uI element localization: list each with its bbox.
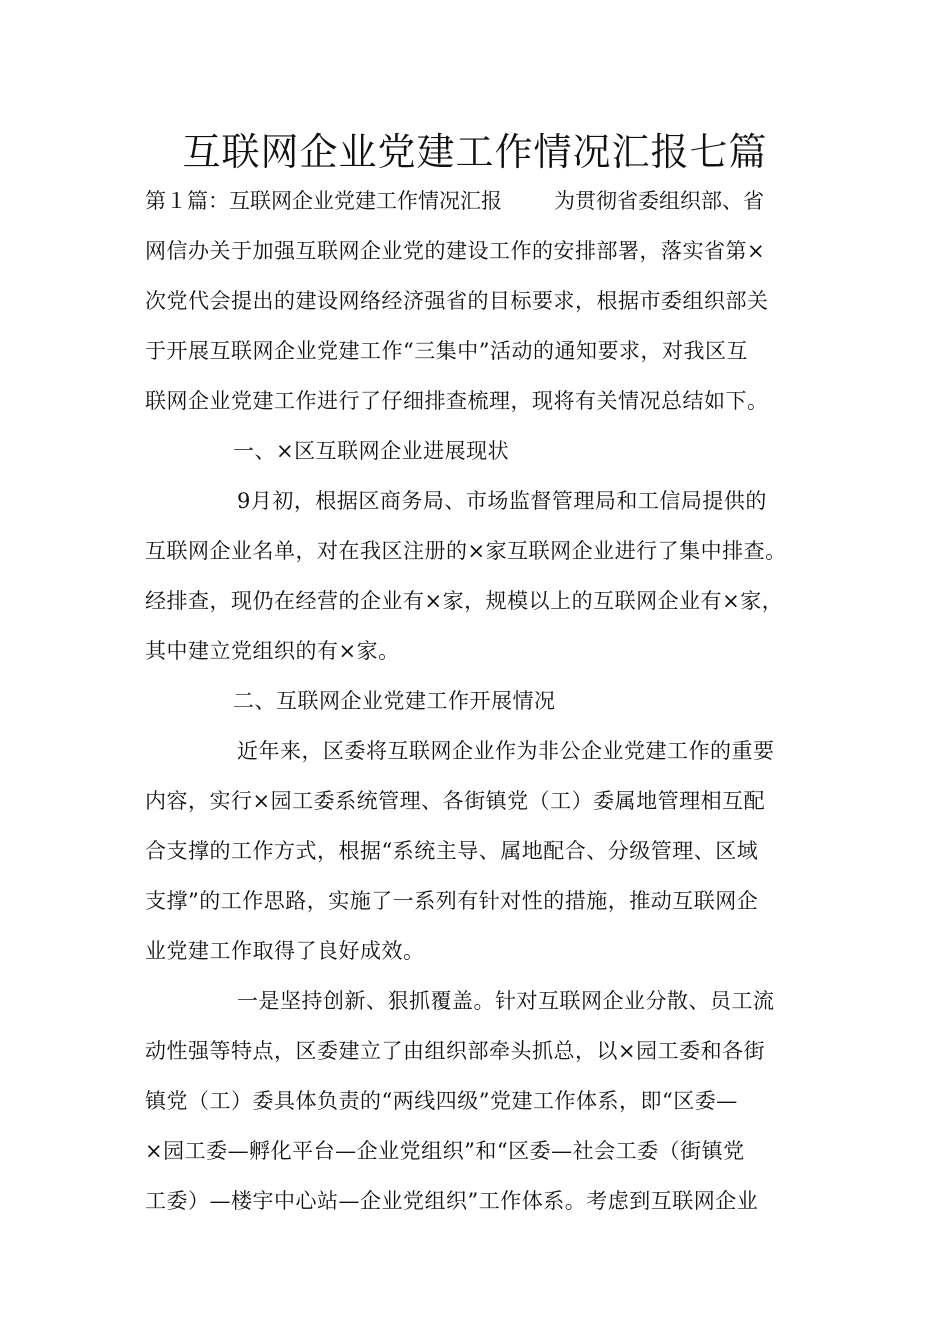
text-line: 经排查，现仍在经营的企业有×家，规模以上的互联网企业有×家，	[145, 589, 784, 613]
text-line: 于开展互联网企业党建工作“三集中”活动的通知要求，对我区互	[145, 339, 748, 363]
text-line: 近年来，区委将互联网企业作为非公企业党建工作的重要	[237, 739, 775, 763]
text-line: 业党建工作取得了良好成效。	[145, 939, 425, 963]
text-line: 内容，实行×园工委系统管理、各街镇党（工）委属地管理相互配	[145, 789, 766, 813]
text-line: ×园工委—孵化平台—企业党组织”和“区委—社会工委（街镇党	[145, 1139, 745, 1163]
text-line: 工委）—楼宇中心站—企业党组织”工作体系。考虑到互联网企业	[145, 1189, 759, 1213]
intro-first-text: 为贯彻省委组织部、省	[554, 189, 764, 213]
text-line: 支撑”的工作思路，实施了一系列有针对性的措施，推动互联网企	[145, 889, 759, 913]
text-line: 其中建立党组织的有×家。	[145, 639, 400, 663]
section-heading: 一、×区互联网企业进展现状	[233, 439, 510, 463]
chapter-heading: 第１篇：互联网企业党建工作情况汇报	[145, 189, 502, 213]
text-line: 动性强等特点，区委建立了由组织部牵头抓总，以×园工委和各街	[145, 1039, 766, 1063]
text-line: 镇党（工）委具体负责的“两线四级”党建工作体系，即“区委—	[145, 1089, 738, 1113]
text-line: 网信办关于加强互联网企业党的建设工作的安排部署，落实省第×	[145, 239, 766, 263]
text-line: 一是坚持创新、狠抓覆盖。针对互联网企业分散、员工流	[237, 989, 775, 1013]
document-title: 互联网企业党建工作情况汇报七篇	[182, 130, 768, 174]
section-heading: 二、互联网企业党建工作开展情况	[233, 689, 556, 713]
text-line: 互联网企业名单，对在我区注册的×家互联网企业进行了集中排查。	[145, 539, 787, 563]
text-line: 联网企业党建工作进行了仔细排查梳理，现将有关情况总结如下。	[145, 389, 769, 413]
intro-first-line	[145, 186, 835, 216]
text-line: 次党代会提出的建设网络经济强省的目标要求，根据市委组织部关	[145, 289, 769, 313]
text-line: 合支撑的工作方式，根据“系统主导、属地配合、分级管理、区域	[145, 839, 759, 863]
text-line: 9月初，根据区商务局、市场监督管理局和工信局提供的	[237, 489, 767, 513]
